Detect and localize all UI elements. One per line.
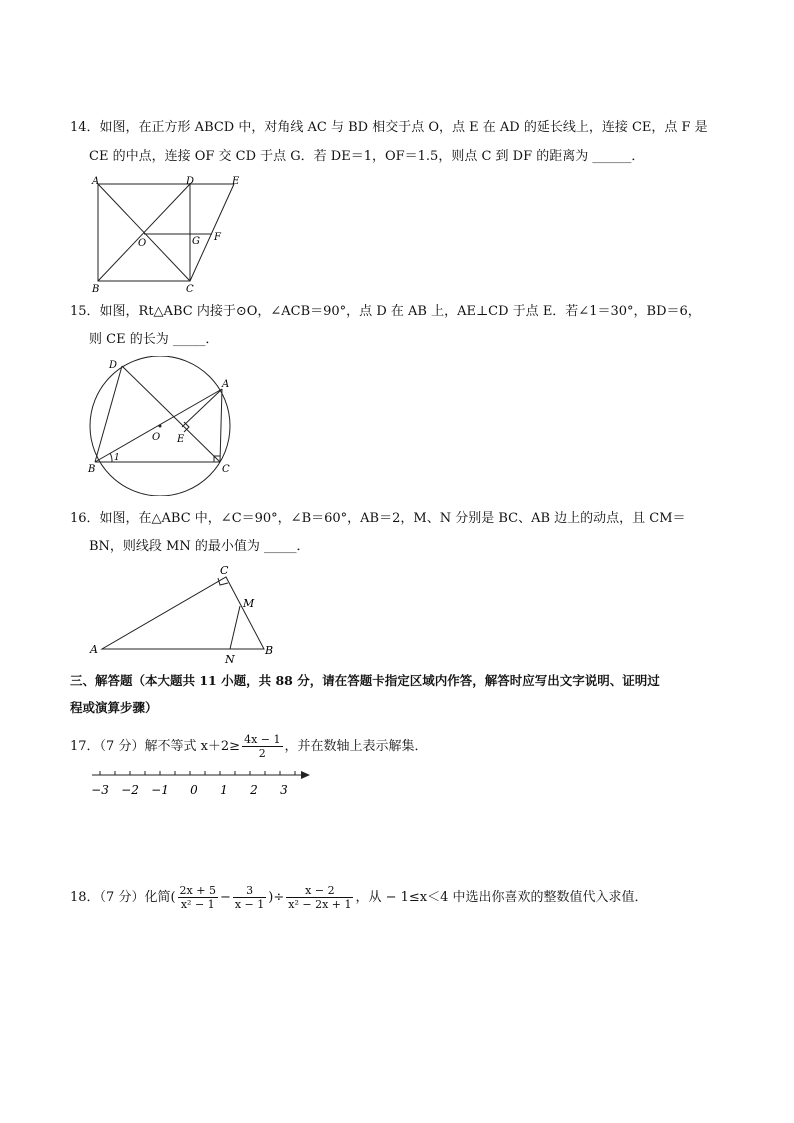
section-3-heading-line2: 程或演算步骤） [70, 700, 158, 715]
q17-statement [70, 733, 428, 760]
q14-label-E: E [232, 176, 240, 187]
q16-label-B: B [265, 644, 274, 657]
q17-prefix: 17．（7 分）解不等式 x＋2≥ [70, 739, 241, 754]
q18-minus: − [219, 890, 231, 905]
tick-label-3: 3 [280, 783, 288, 797]
tick-label-2: 2 [250, 783, 258, 797]
tick-label-neg3: −3 [91, 783, 109, 797]
q18-fraction-1 [178, 884, 218, 911]
q14-line2: CE 的中点，连接 OF 交 CD 于点 G．若 DE＝1，OF＝1.5，则点 C 到 DF 的距离为 ______． [89, 149, 645, 164]
q14-label-A: A [92, 176, 100, 187]
tick-label-neg1: −1 [151, 783, 169, 797]
tick-label-neg2: −2 [121, 783, 139, 797]
q15-line1: 15．如图，Rt△ABC 内接于⊙O，∠ACB＝90°，点 D 在 AB 上，AE⊥CD 于点 E．若∠1＝30°，BD＝6， [70, 304, 701, 319]
q14-label-C: C [186, 284, 194, 294]
q16-label-N: N [225, 653, 235, 666]
tick-label-0: 0 [190, 783, 198, 797]
q17-frac-den: 2 [258, 747, 266, 760]
q18-f2-den: x − 1 [234, 898, 265, 911]
q15-label-A: A [222, 379, 230, 390]
q18-statement [70, 884, 648, 911]
q15-figure [86, 356, 241, 496]
q17-frac-num: 4x − 1 [244, 733, 281, 746]
q18-div: )÷ [268, 890, 285, 905]
q15-label-B: B [88, 464, 96, 475]
q15-label-1: 1 [114, 453, 120, 463]
q16-figure [88, 563, 288, 667]
q14-label-F: F [214, 232, 221, 243]
q18-f2-num: 3 [233, 884, 266, 898]
section-3-heading-line1: 三、解答题（本大题共 11 小题，共 88 分，请在答题卡指定区域内作答，解答时应写出文字说明、证明过 [70, 673, 660, 688]
q18-prefix: 18．（7 分）化简( [70, 890, 176, 905]
q15-label-E: E [177, 434, 185, 445]
q18-f1-num: 2x + 5 [179, 884, 216, 897]
q15-label-O: O [152, 432, 161, 443]
q15-line2: 则 CE 的长为 _____． [89, 332, 219, 347]
q14-figure [88, 174, 248, 294]
q15-label-C: C [222, 464, 230, 475]
q18-fraction-3 [286, 884, 353, 911]
q17-fraction [242, 733, 282, 760]
tick-label-1: 1 [220, 783, 228, 797]
number-line [86, 764, 316, 800]
q14-label-G: G [192, 236, 200, 247]
q14-label-D: D [186, 176, 195, 187]
q14-label-B: B [92, 284, 100, 294]
q16-line1: 16．如图，在△ABC 中，∠C＝90°，∠B＝60°，AB＝2，M、N 分别是 BC、AB 边上的动点，且 CM＝ [70, 511, 686, 526]
q15-label-D: D [109, 360, 118, 371]
q16-label-A: A [90, 643, 98, 656]
q16-line2: BN，则线段 MN 的最小值为 _____． [89, 539, 310, 554]
q18-suffix: ，从 − 1≤x＜4 中选出你喜欢的整数值代入求值． [355, 890, 648, 905]
q18-fraction-2 [233, 884, 266, 911]
q16-label-M: M [243, 597, 255, 610]
q16-label-C: C [220, 564, 229, 577]
q14-label-O: O [138, 238, 147, 249]
q15-center-dot [159, 425, 162, 428]
q14-line1: 14．如图，在正方形 ABCD 中，对角线 AC 与 BD 相交于点 O，点 E 在 AD 的延长线上，连接 CE，点 F 是 [70, 120, 708, 135]
q18-f3-num: x − 2 [286, 884, 353, 898]
q17-suffix: ，并在数轴上表示解集． [284, 739, 428, 754]
q18-f3-den: x² − 2x + 1 [288, 898, 352, 911]
q18-f1-den: x² − 1 [180, 898, 215, 911]
